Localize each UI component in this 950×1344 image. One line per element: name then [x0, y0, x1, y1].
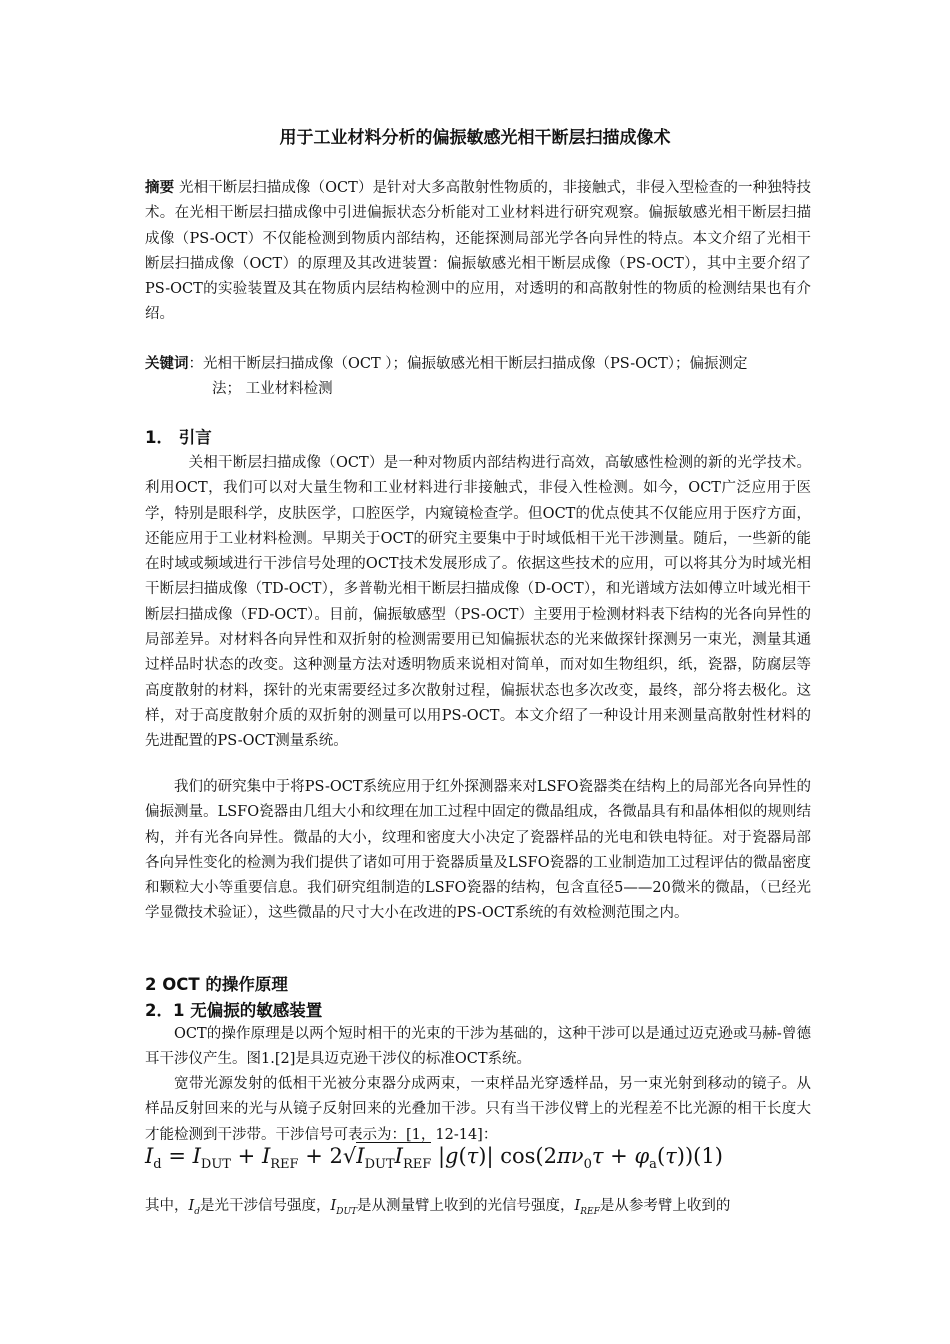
section-1-paragraph-2: 我们的研究集中于将PS-OCT系统应用于红外探测器来对LSFO瓷器类在结构上的局部光各向异性的偏振测量。LSFO瓷器由几组大小和纹理在加工过程中固定的微晶组成，各微晶具有和晶体相似的规则结构，并有光各向异性。微晶的大小，纹理和密度大小决定了瓷器样品的光电和铁电特征。对于瓷器局部各向异性变化的检测为我们提供了诸如可用于瓷器质量及LSFO瓷器的工业制造加工过程评估的微晶密度和颗粒大小等重要信息。我们研究组制造的LSFO瓷器的结构，包含直径5——20微米的微晶，（已经光学显微技术验证），这些微晶的尺寸大小在改进的PS-OCT系统的有效检测范围之内。 — [145, 779, 811, 922]
section-1-heading: 1． 引言 — [145, 428, 212, 447]
keywords-block: 关键词：光相干断层扫描成像（OCT ）；偏振敏感光相干断层扫描成像（PS-OCT）；偏振测定 法； 工业材料检测 — [145, 352, 811, 403]
abstract-paragraph — [145, 176, 811, 328]
section-1-paragraph-1: 关相干断层扫描成像（OCT）是一种对物质内部结构进行高效，高敏感性检测的新的光学技术。利用OCT，我们可以对大量生物和工业材料进行非接触式，非侵入性检测。如今，OCT广泛应用于医学，特别是眼科学，皮肤医学，口腔医学，内窥镜检查学。但OCT的优点使其不仅能应用于医疗方面，还能应用于工业材料检测。早期关于OCT的研究主要集中于时域低相干光干涉测量。随后，一些新的能在时域或频域进行干涉信号处理的OCT技术发展形成了。依据这些技术的应用，可以将其分为时域光相干断层扫描成像（TD-OCT），多普勒光相干断层扫描成像（D-OCT），和光谱域方法如傅立叶域光相干断层扫描成像（FD-OCT）。目前，偏振敏感型（PS-OCT）主要用于检测材料表下结构的光各向异性的局部差异。对材料各向异性和双折射的检测需要用已知偏振状态的光来做探针探测另一束光，测量其通过样品时状态的改变。这种测量方法对透明物质来说相对简单，而对如生物组织，纸，瓷器，防腐层等高度散射的材料，探针的光束需要经过多次散射过程，偏振状态也多次改变，最终，部分将去极化。这样，对于高度散射介质的双折射的测量可以用PS-OCT。本文介绍了一种设计用来测量高散射性材料的先进配置的PS-OCT测量系统。 — [145, 455, 811, 750]
section-2-paragraph-3: 其中，$I_d$是光干涉信号强度，$I_{DUT}$是从测量臂上收到的光信号强度，$I_{REF}$是从参考臂上收到的 — [145, 1198, 731, 1217]
interference-formula: $I_d = I_{DUT} + I_{REF} + 2√I_{DUT}I_{REF}$ |g(τ)| $\cos(2\pi\nu_0\tau + \varphi_a(\tau))(1)$ — [145, 1144, 723, 1173]
abstract-text: 光相干断层扫描成像（OCT）是针对大多高散射性物质的，非接触式，非侵入型检查的一种独特技术。在光相干断层扫描成像中引进偏振状态分析能对工业材料进行研究观察。偏振敏感光相干断层扫描成像（PS-OCT）不仅能检测到物质内部结构，还能探测局部光学各向异性的特点。本文介绍了光相干断层扫描成像（OCT）的原理及其改进装置：偏振敏感光相干断层成像（PS-OCT），其中主要介绍了PS-OCT的实验装置及其在物质内层结构检测中的应用，对透明的和高散射性的物质的检测结果也有介绍。 — [145, 180, 812, 323]
keywords-label: 关键词 — [145, 356, 189, 372]
formula-number: (1) — [693, 1144, 723, 1168]
page-title: 用于工业材料分析的偏振敏感光相干断层扫描成像术 — [279, 128, 671, 148]
section-2-1-heading: 2．1 无偏振的敏感装置 — [145, 1001, 323, 1020]
keywords-line2: 法； 工业材料检测 — [212, 381, 333, 398]
keywords-line1: 光相干断层扫描成像（OCT ）；偏振敏感光相干断层扫描成像（PS-OCT）；偏振测定 — [203, 356, 748, 372]
abstract-label: 摘要 — [145, 180, 175, 196]
section-2-paragraph-2: 宽带光源发射的低相干光被分束器分成两束，一束样品光穿透样品，另一束光射到移动的镜子。从样品反射回来的光与从镜子反射回来的光叠加干涉。只有当干涉仪臂上的光程差不比光源的相干长度大才能检测到干涉带。干涉信号可表示为：[1，12-14]： — [145, 1076, 811, 1143]
section-2-heading: 2 OCT 的操作原理 — [145, 975, 288, 994]
p3-text-c: 是从测量臂上收到的光信号强度， — [357, 1198, 575, 1214]
section-2-paragraph-1: OCT的操作原理是以两个短时相干的光束的干涉为基础的，这种干涉可以是通过迈克逊或马赫-曾德耳干涉仪产生。图1.[2]是具迈克逊干涉仪的标准OCT系统。 — [145, 1026, 811, 1068]
p3-text-d: 是从参考臂上收到的 — [599, 1198, 731, 1214]
p3-text-a: 其中， — [145, 1198, 189, 1214]
p3-text-b: 是光干涉信号强度， — [200, 1198, 331, 1214]
